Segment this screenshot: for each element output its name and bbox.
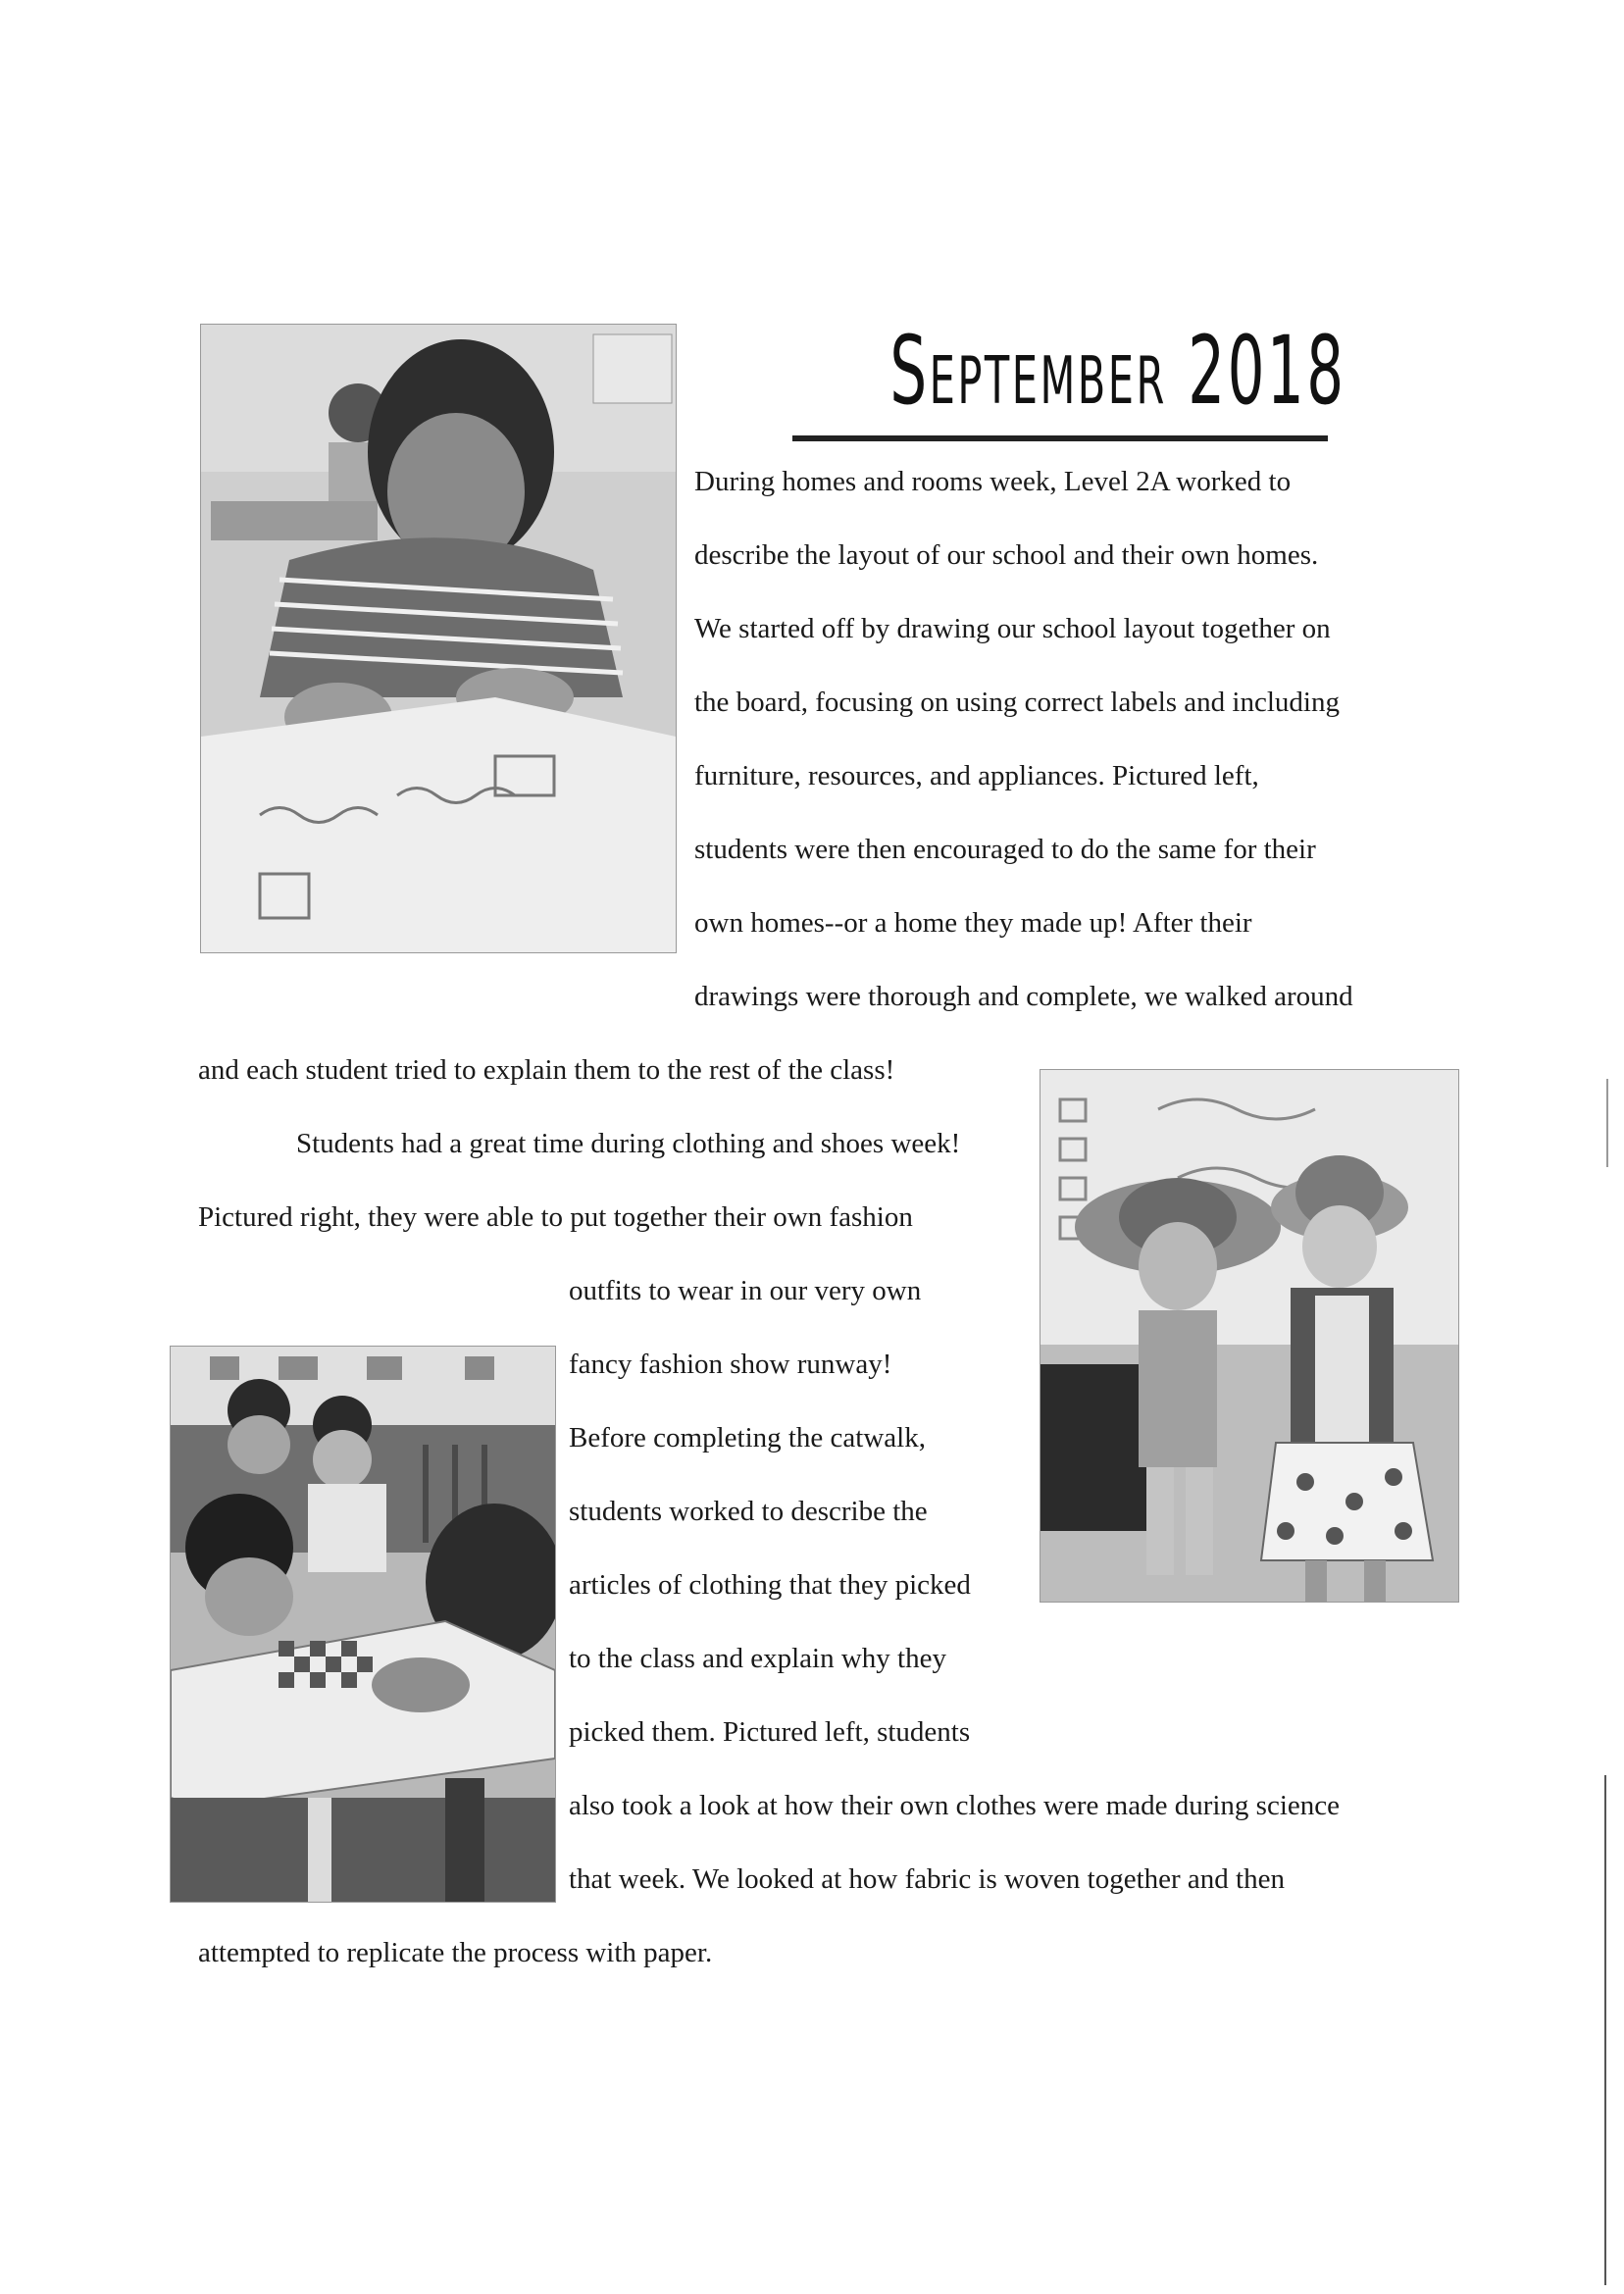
scan-edge-mark-upper — [1606, 1079, 1608, 1167]
body-line-20: that week. We looked at how fabric is woven together and then — [569, 1863, 1285, 1895]
page-title: September 2018 — [889, 316, 1346, 426]
body-line-3: We started off by drawing our school layout together on — [694, 613, 1331, 644]
body-line-21: attempted to replicate the process with paper. — [198, 1937, 713, 1968]
body-line-6: students were then encouraged to do the same for their — [694, 834, 1316, 865]
body-line-5: furniture, resources, and appliances. Pictured left, — [694, 760, 1259, 791]
photo-girls-fashion — [1040, 1069, 1459, 1603]
photo-boy-drawing — [200, 324, 677, 953]
body-line-14: Before completing the catwalk, — [569, 1422, 926, 1453]
body-line-12: outfits to wear in our very own — [569, 1275, 922, 1306]
body-line-17: to the class and explain why they — [569, 1643, 946, 1674]
body-line-1: During homes and rooms week, Level 2A worked to — [694, 466, 1292, 497]
body-line-2: describe the layout of our school and their own homes. — [694, 539, 1319, 571]
body-line-8: drawings were thorough and complete, we walked around — [694, 981, 1353, 1012]
body-line-16: articles of clothing that they picked — [569, 1569, 971, 1601]
body-line-15: students worked to describe the — [569, 1496, 928, 1527]
body-line-10: Students had a great time during clothing and shoes week! — [296, 1128, 961, 1159]
body-line-9: and each student tried to explain them to the rest of the class! — [198, 1054, 895, 1086]
body-line-13: fancy fashion show runway! — [569, 1349, 892, 1380]
body-line-7: own homes--or a home they made up! After their — [694, 907, 1252, 939]
body-line-19: also took a look at how their own clothes were made during science — [569, 1790, 1340, 1821]
body-line-11: Pictured right, they were able to put together their own fashion — [198, 1201, 913, 1233]
body-line-4: the board, focusing on using correct labels and including — [694, 687, 1340, 718]
photo-children-weaving — [170, 1346, 556, 1903]
body-line-18: picked them. Pictured left, students — [569, 1716, 971, 1748]
title-underline — [792, 435, 1328, 441]
scan-edge-mark — [1604, 1775, 1606, 2285]
